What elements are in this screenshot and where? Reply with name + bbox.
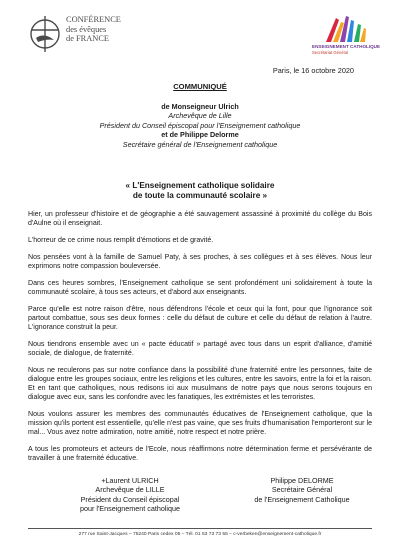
- signature-left-role-3: pour l'Enseignement catholique: [79, 504, 181, 514]
- paragraph: Nous tiendrons ensemble avec un « pacte éducatif » partagé avec tous dans un esprit d'alliance, d'amitié sociale, de dialogue, de fraternité.: [28, 340, 372, 357]
- signatory-1-role-a: Archevêque de Lille: [168, 111, 232, 121]
- cef-logo: [28, 14, 138, 58]
- paragraph: Nous ne reculerons pas sur notre confiance dans la possibilité d'une fraternité entre les personnes, faite de dialogue entre les groupes sociaux, entre les religions et les cultures, entre les savoirs, entre la foi et la raison. Et en tant que catholiques, nous redisons ici aux musulmans de notre pays que nous serons toujours en dialogue avec eux, sans les confondre avec les fanatiques, les extrémistes et les terroristes.: [28, 366, 372, 402]
- paragraph: Nous voulons assurer les membres des communautés éducatives de l'Enseignement catholique, que la mission qu'ils portent est essentielle, qu'elle n'est pas vaine, que ses fruits d'humanisation l'emporteront sur le mal... Vous avez notre admiration, notre amitié, notre respect et notre prière.: [28, 410, 372, 437]
- paragraph: L'horreur de ce crime nous remplit d'émotions et de gravité.: [28, 236, 214, 244]
- cef-line-2: des évêques: [66, 24, 107, 34]
- signature-left-role-1: Archevêque de LILLE: [95, 485, 165, 495]
- signatories: [40, 102, 360, 149]
- signature-right-role-1: Secrétaire Général: [271, 485, 333, 495]
- footer-address: 277 rue Saint-Jacques – 75240 Paris cedex 05 – Tél. 01 53 73 73 55 – c-verbeken@enseignement-catholique.fr: [78, 532, 322, 537]
- signature-right: [242, 476, 362, 504]
- document-title: COMMUNIQUÉ: [173, 82, 227, 91]
- colored-bars-icon: [324, 14, 368, 44]
- body-text: [28, 210, 372, 471]
- enseignement-catholique-logo: [308, 14, 380, 56]
- signatory-2-role: Secrétaire général de l'Enseignement catholique: [122, 139, 278, 149]
- statement-title-line-1: « L'Enseignement catholique solidaire: [125, 181, 275, 190]
- signatory-1: de Monseigneur Ulrich: [161, 102, 239, 111]
- signatory-1-role-b: Président du Conseil épiscopal pour l'Enseignement catholique: [99, 120, 301, 130]
- signature-right-role-2: de l'Enseignement Catholique: [254, 494, 350, 504]
- paragraph: A tous les promoteurs et acteurs de l'Ecole, nous réaffirmons notre détermination ferme et persévérante de travailler à une fraternité éducative.: [28, 446, 372, 463]
- paragraph: Hier, un professeur d'histoire et de géographie a été sauvagement assassiné à proximité du collège du Bois d'Aulne où il enseignait.: [28, 211, 372, 228]
- signature-left-role-2: Président du Conseil épiscopal: [80, 494, 180, 504]
- statement-title-line-2: de toute la communauté scolaire »: [132, 191, 268, 201]
- paragraph: Parce qu'elle est notre raison d'être, nous défendrons l'école et ceux qui la font, pour que l'ignorance soit partout combattue, sous ses deux formes : celle du défaut de culture et celle du défaut de relation à l'autre. L'ignorance construit la peur.: [28, 305, 372, 331]
- date-line: Paris, le 16 octobre 2020: [272, 66, 354, 75]
- paragraph: Dans ces heures sombres, l'Enseignement catholique se sent profondément uni solidairement à toute la communauté scolaire, à tous ses acteurs, et d'abord aux enseignants.: [28, 279, 372, 296]
- cef-line-3: de FRANCE: [66, 34, 110, 44]
- statement-title: [40, 181, 360, 202]
- signature-left-name: +Laurent ULRICH: [101, 476, 159, 485]
- ec-logo-line-2: Secrétariat Général: [312, 50, 349, 55]
- signature-right-name: Philippe DELORME: [270, 476, 334, 485]
- paragraph: Nos pensées vont à la famille de Samuel Paty, à ses proches, à ses collègues et à ses élèves. Nous leur exprimons notre compassion bouleversée.: [28, 253, 372, 270]
- dove-cross-icon: [28, 14, 62, 54]
- ec-logo-line-1: ENSEIGNEMENT CATHOLIQUE: [312, 44, 381, 49]
- signature-left: [60, 476, 200, 514]
- footer-divider: [28, 528, 372, 529]
- signatory-2: et de Philippe Delorme: [161, 130, 239, 140]
- cef-line-1: CONFÉRENCE: [66, 15, 121, 24]
